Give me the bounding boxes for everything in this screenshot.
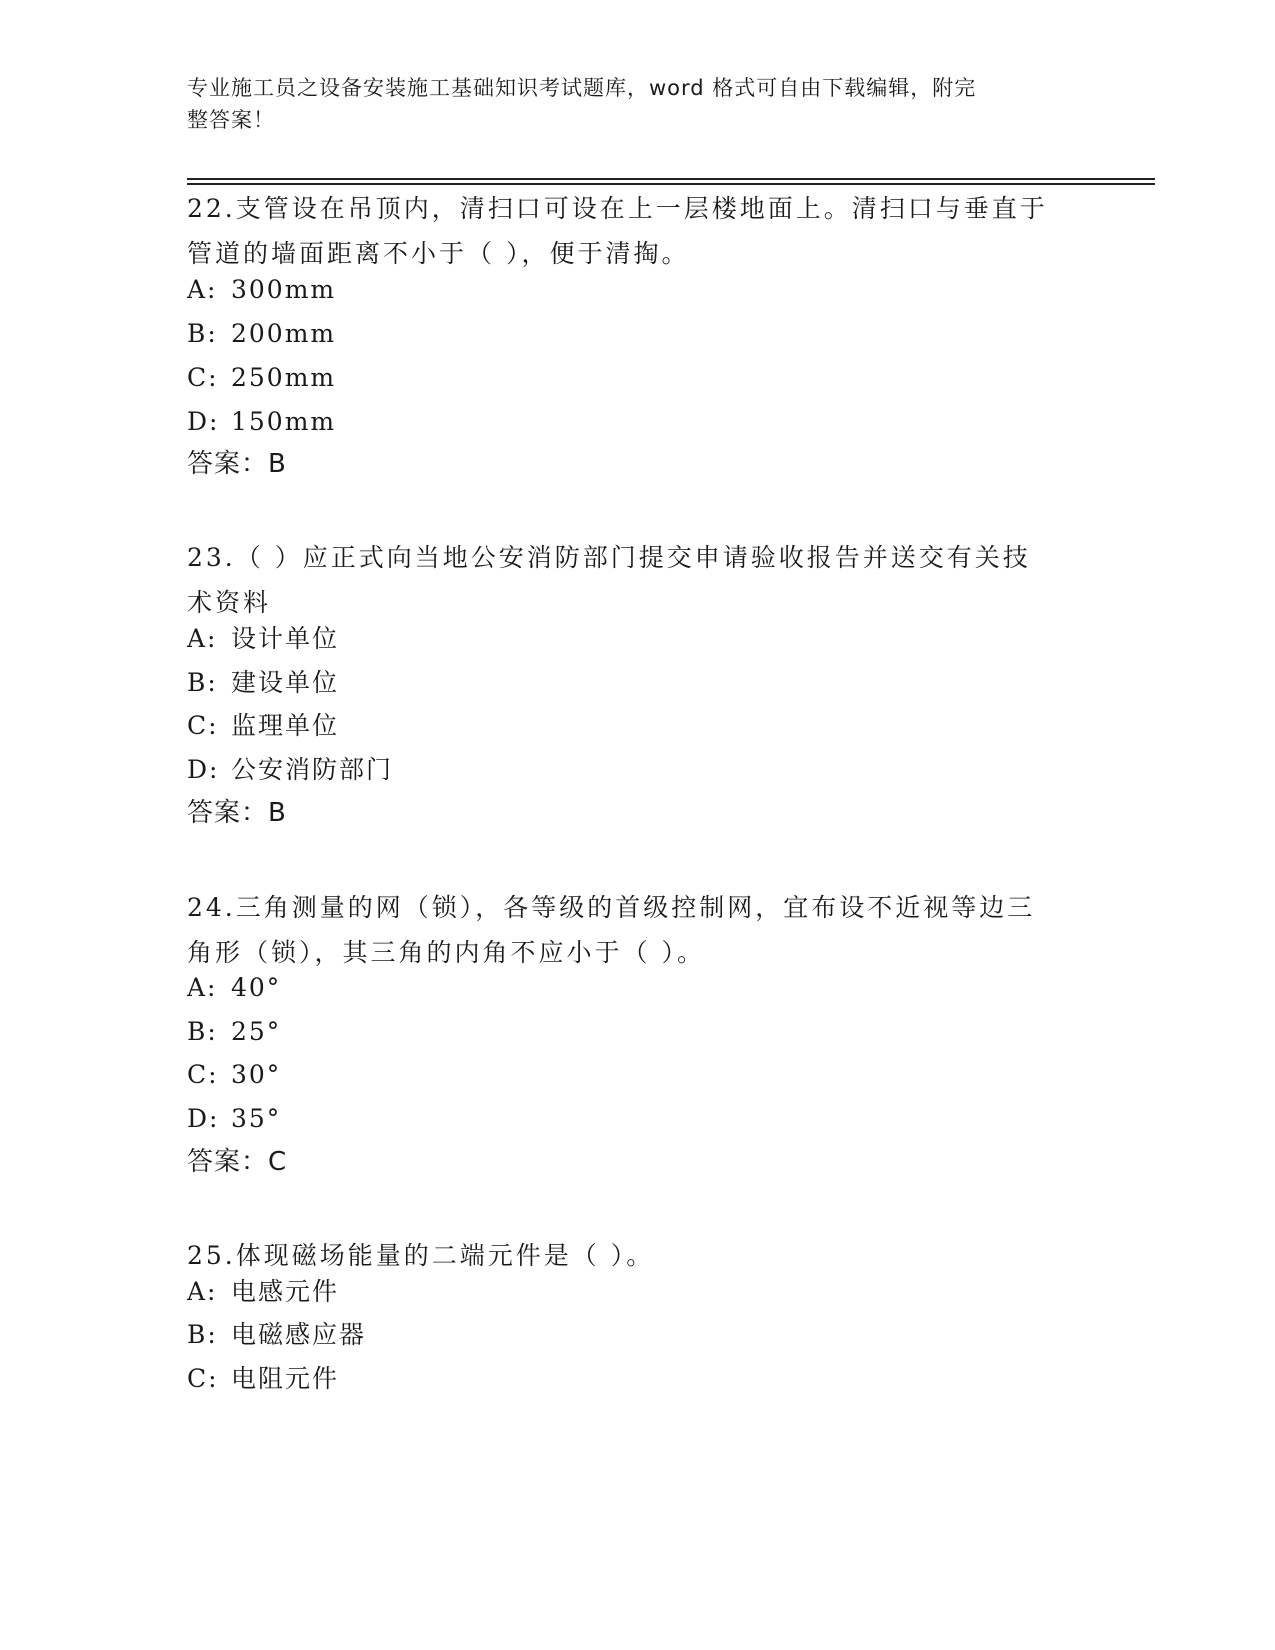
option-text: 电磁感应器 (231, 1320, 367, 1349)
option-letter: B: (187, 1320, 218, 1349)
question-22-option-c (187, 363, 336, 393)
option-letter: C: (187, 1364, 219, 1393)
option-letter: A: (187, 973, 218, 1002)
question-22-line-2: 管道的墙面距离不小于（ ），便于清掏。 (187, 239, 690, 268)
question-25-option-c (187, 1364, 339, 1394)
option-text: 30° (231, 1060, 282, 1089)
question-22-stem (187, 186, 1087, 276)
question-25-line-1: 25.体现磁场能量的二端元件是（ ）。 (187, 1241, 655, 1270)
option-text: 35° (231, 1104, 282, 1133)
option-text: 建设单位 (231, 668, 340, 697)
question-25-option-a (187, 1277, 339, 1307)
document-header (187, 72, 1067, 136)
question-24-line-1: 24.三角测量的网（锁），各等级的首级控制网，宜布设不近视等边三 (187, 893, 1036, 922)
question-22-answer: 答案：B (187, 449, 287, 479)
question-22-option-a (187, 275, 336, 305)
option-letter: B: (187, 1017, 218, 1046)
question-25-stem (187, 1233, 1087, 1278)
question-23-line-1: 23.（ ）应正式向当地公安消防部门提交申请验收报告并送交有关技 (187, 543, 1031, 572)
question-24-option-d (187, 1104, 281, 1134)
option-letter: C: (187, 1060, 219, 1089)
option-text: 150mm (231, 407, 337, 436)
question-23-option-c (187, 711, 339, 741)
option-letter: C: (187, 363, 219, 392)
question-23-option-b (187, 668, 339, 698)
header-title-line-1: 专业施工员之设备安装施工基础知识考试题库，word 格式可自由下载编辑，附完 (187, 76, 977, 100)
header-title-line-2: 整答案！ (187, 108, 275, 132)
option-text: 250mm (231, 363, 337, 392)
option-letter: A: (187, 624, 218, 653)
option-letter: A: (187, 275, 218, 304)
option-text: 电感元件 (231, 1277, 340, 1306)
option-text: 公安消防部门 (231, 755, 394, 784)
question-24-line-2: 角形（锁），其三角的内角不应小于（ ）。 (187, 938, 705, 967)
question-24-option-a (187, 973, 281, 1003)
question-24-option-b (187, 1017, 281, 1047)
option-letter: D: (187, 1104, 220, 1133)
option-letter: C: (187, 711, 219, 740)
question-24-answer: 答案：C (187, 1147, 288, 1177)
option-text: 40° (231, 973, 282, 1002)
option-letter: B: (187, 668, 218, 697)
question-22-option-b (187, 319, 336, 349)
question-23-line-2: 术资料 (187, 588, 272, 617)
question-23-option-a (187, 624, 339, 654)
option-letter: D: (187, 755, 220, 784)
question-23-answer: 答案：B (187, 798, 287, 828)
option-letter: B: (187, 319, 218, 348)
question-22-line-1: 22.支管设在吊顶内，清扫口可设在上一层楼地面上。清扫口与垂直于 (187, 194, 1048, 223)
header-divider-top (187, 178, 1155, 180)
question-22-option-d (187, 407, 336, 437)
question-23-stem (187, 535, 1087, 625)
header-divider-bottom (187, 183, 1155, 185)
option-text: 25° (231, 1017, 282, 1046)
option-letter: D: (187, 407, 220, 436)
option-text: 300mm (231, 275, 337, 304)
question-23-option-d (187, 755, 393, 785)
option-text: 设计单位 (231, 624, 340, 653)
option-text: 电阻元件 (231, 1364, 340, 1393)
question-24-stem (187, 885, 1087, 975)
option-text: 200mm (231, 319, 337, 348)
option-text: 监理单位 (231, 711, 340, 740)
question-25-option-b (187, 1320, 366, 1350)
option-letter: A: (187, 1277, 218, 1306)
question-24-option-c (187, 1060, 281, 1090)
